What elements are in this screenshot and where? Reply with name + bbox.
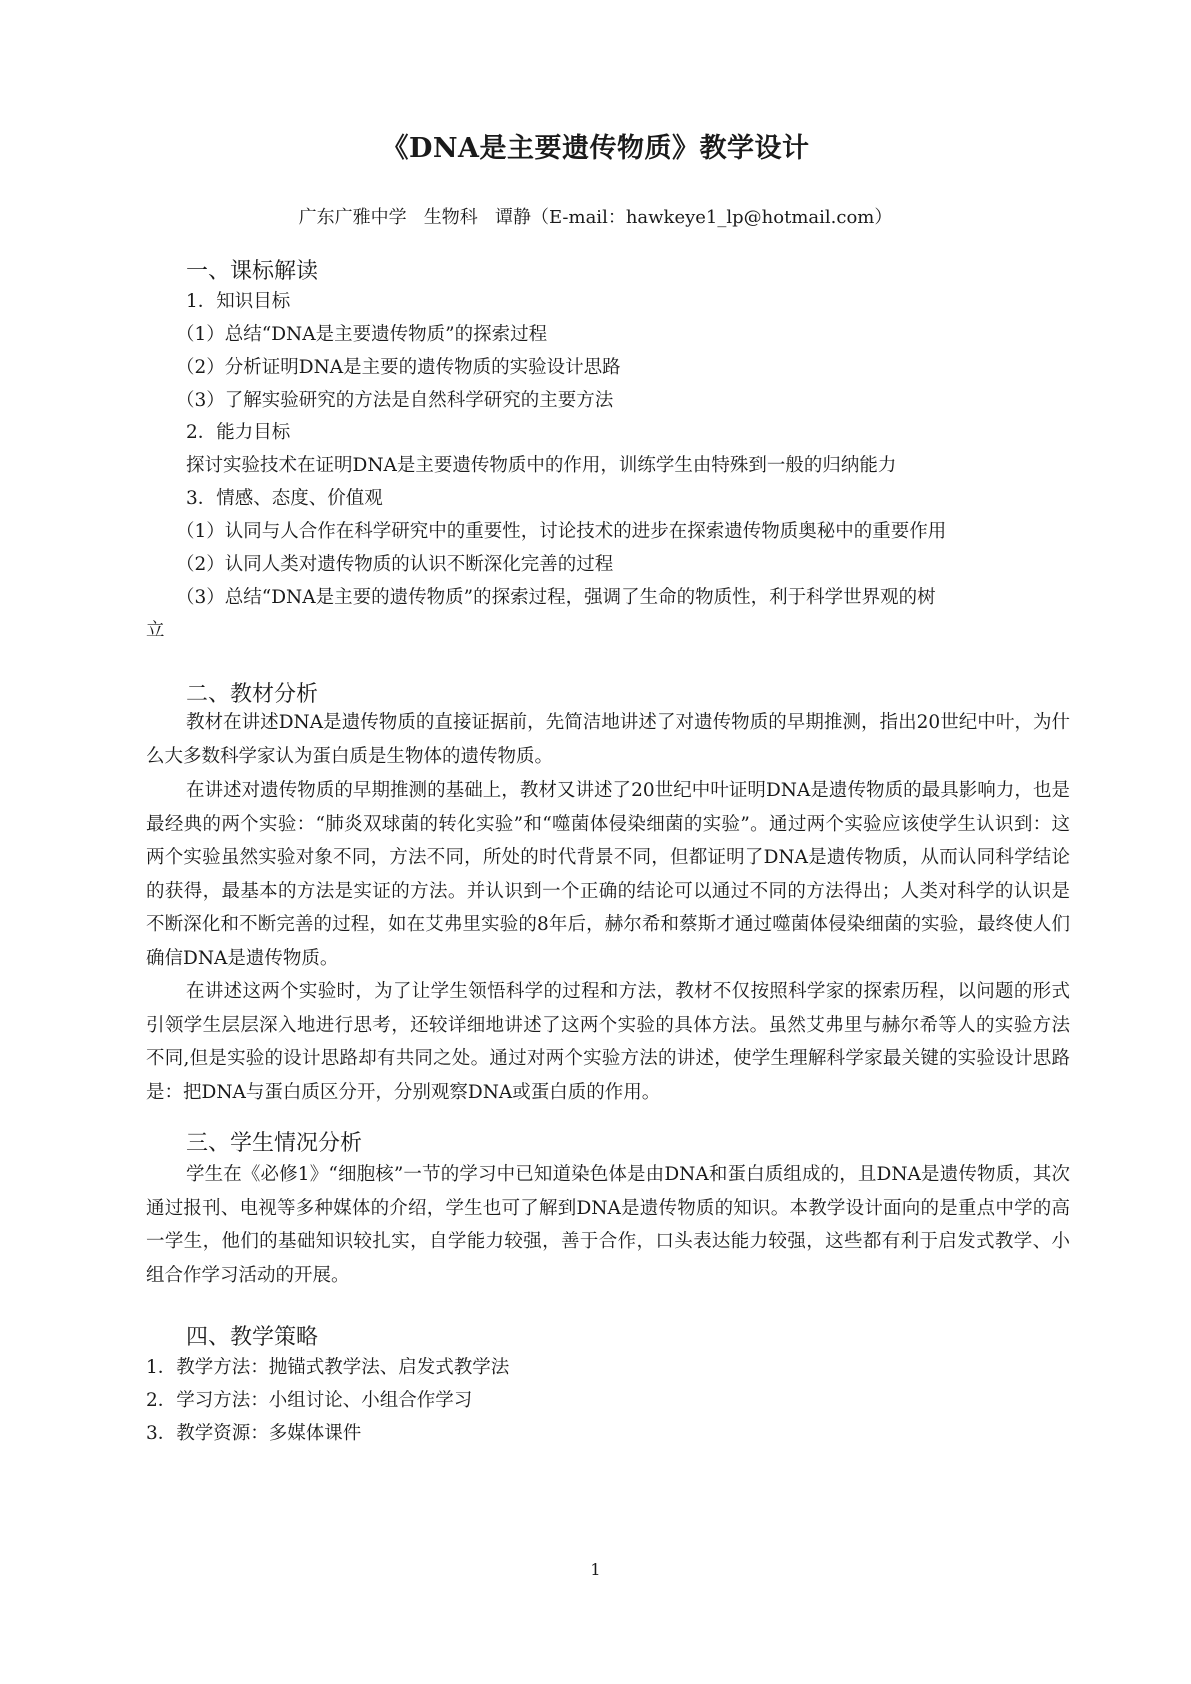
author-line: 广东广雅中学 生物科 谭静（E-mail：hawkeye1_lp@hotmail.com） [298,207,893,228]
section-heading-student-analysis: 三、学生情况分析 [186,1131,363,1156]
knowledge-goal-item: （3）了解实验研究的方法是自然科学研究的主要方法 [176,390,614,411]
student-analysis-paragraph: 学生在《必修1》“细胞核”一节的学习中已知道染色体是由DNA和蛋白质组成的，且DNA是遗传物质，其次通过报刊、电视等多种媒体的介绍，学生也可了解到DNA是遗传物质的知识。本教学设计面向的是重点中学的高一学生，他们的基础知识较扎实，自学能力较强，善于合作，口头表达能力较强，这些都有利于启发式教学、小组合作学习活动的开展。 [146,1164,1070,1286]
ability-goals-text: 探讨实验技术在证明DNA是主要遗传物质中的作用，训练学生由特殊到一般的归纳能力 [186,455,897,476]
document-title: 《DNA是主要遗传物质》教学设计 [381,133,810,164]
section-heading-textbook-analysis: 二、教材分析 [186,682,319,707]
emotion-goal-item: （3）总结“DNA是主要的遗传物质”的探索过程，强调了生命的物质性，利于科学世界观的树 [176,587,936,608]
textbook-analysis-paragraph: 在讲述这两个实验时，为了让学生领悟科学的过程和方法，教材不仅按照科学家的探索历程，以问题的形式引领学生层层深入地进行思考，还较详细地讲述了这两个实验的具体方法。虽然艾弗里与赫尔希等人的实验方法不同,但是实验的设计思路却有共同之处。通过对两个实验方法的讲述，使学生理解科学家最关键的实验设计思路是：把DNA与蛋白质区分开，分别观察DNA或蛋白质的作用。 [146,981,1070,1103]
section-heading-standards: 一、课标解读 [186,259,319,284]
section-heading-teaching-strategy: 四、教学策略 [186,1325,319,1350]
textbook-analysis-paragraph: 教材在讲述DNA是遗传物质的直接证据前，先简洁地讲述了对遗传物质的早期推测，指出20世纪中叶，为什么大多数科学家认为蛋白质是生物体的遗传物质。 [146,712,1070,767]
strategy-item: 2．学习方法：小组讨论、小组合作学习 [146,1390,473,1411]
knowledge-goals-title: 1．知识目标 [186,291,291,312]
emotion-goal-item: （2）认同人类对遗传物质的认识不断深化完善的过程 [176,554,614,575]
knowledge-goal-item: （1）总结“DNA是主要遗传物质”的探索过程 [176,324,548,345]
emotion-goal-item: （1）认同与人合作在科学研究中的重要性，讨论技术的进步在探索遗传物质奥秘中的重要作用 [176,521,947,542]
textbook-analysis-paragraph: 在讲述对遗传物质的早期推测的基础上，教材又讲述了20世纪中叶证明DNA是遗传物质的最具影响力，也是最经典的两个实验：“肺炎双球菌的转化实验”和“噬菌体侵染细菌的实验”。通过两个实验应该使学生认识到：这两个实验虽然实验对象不同，方法不同，所处的时代背景不同，但都证明了DNA是遗传物质，从而认同科学结论的获得，最基本的方法是实证的方法。并认识到一个正确的结论可以通过不同的方法得出；人类对科学的认识是不断深化和不断完善的过程，如在艾弗里实验的8年后，赫尔希和蔡斯才通过噬菌体侵染细菌的实验，最终使人们确信DNA是遗传物质。 [146,780,1070,969]
emotion-goals-title: 3．情感、态度、价值观 [186,488,383,509]
ability-goals-title: 2．能力目标 [186,422,291,443]
knowledge-goal-item: （2）分析证明DNA是主要的遗传物质的实验设计思路 [176,357,621,378]
strategy-item: 3．教学资源：多媒体课件 [146,1423,362,1444]
emotion-goal-item-continued: 立 [146,620,165,641]
strategy-item: 1．教学方法：抛锚式教学法、启发式教学法 [146,1357,510,1378]
page-number: 1 [590,1560,601,1579]
